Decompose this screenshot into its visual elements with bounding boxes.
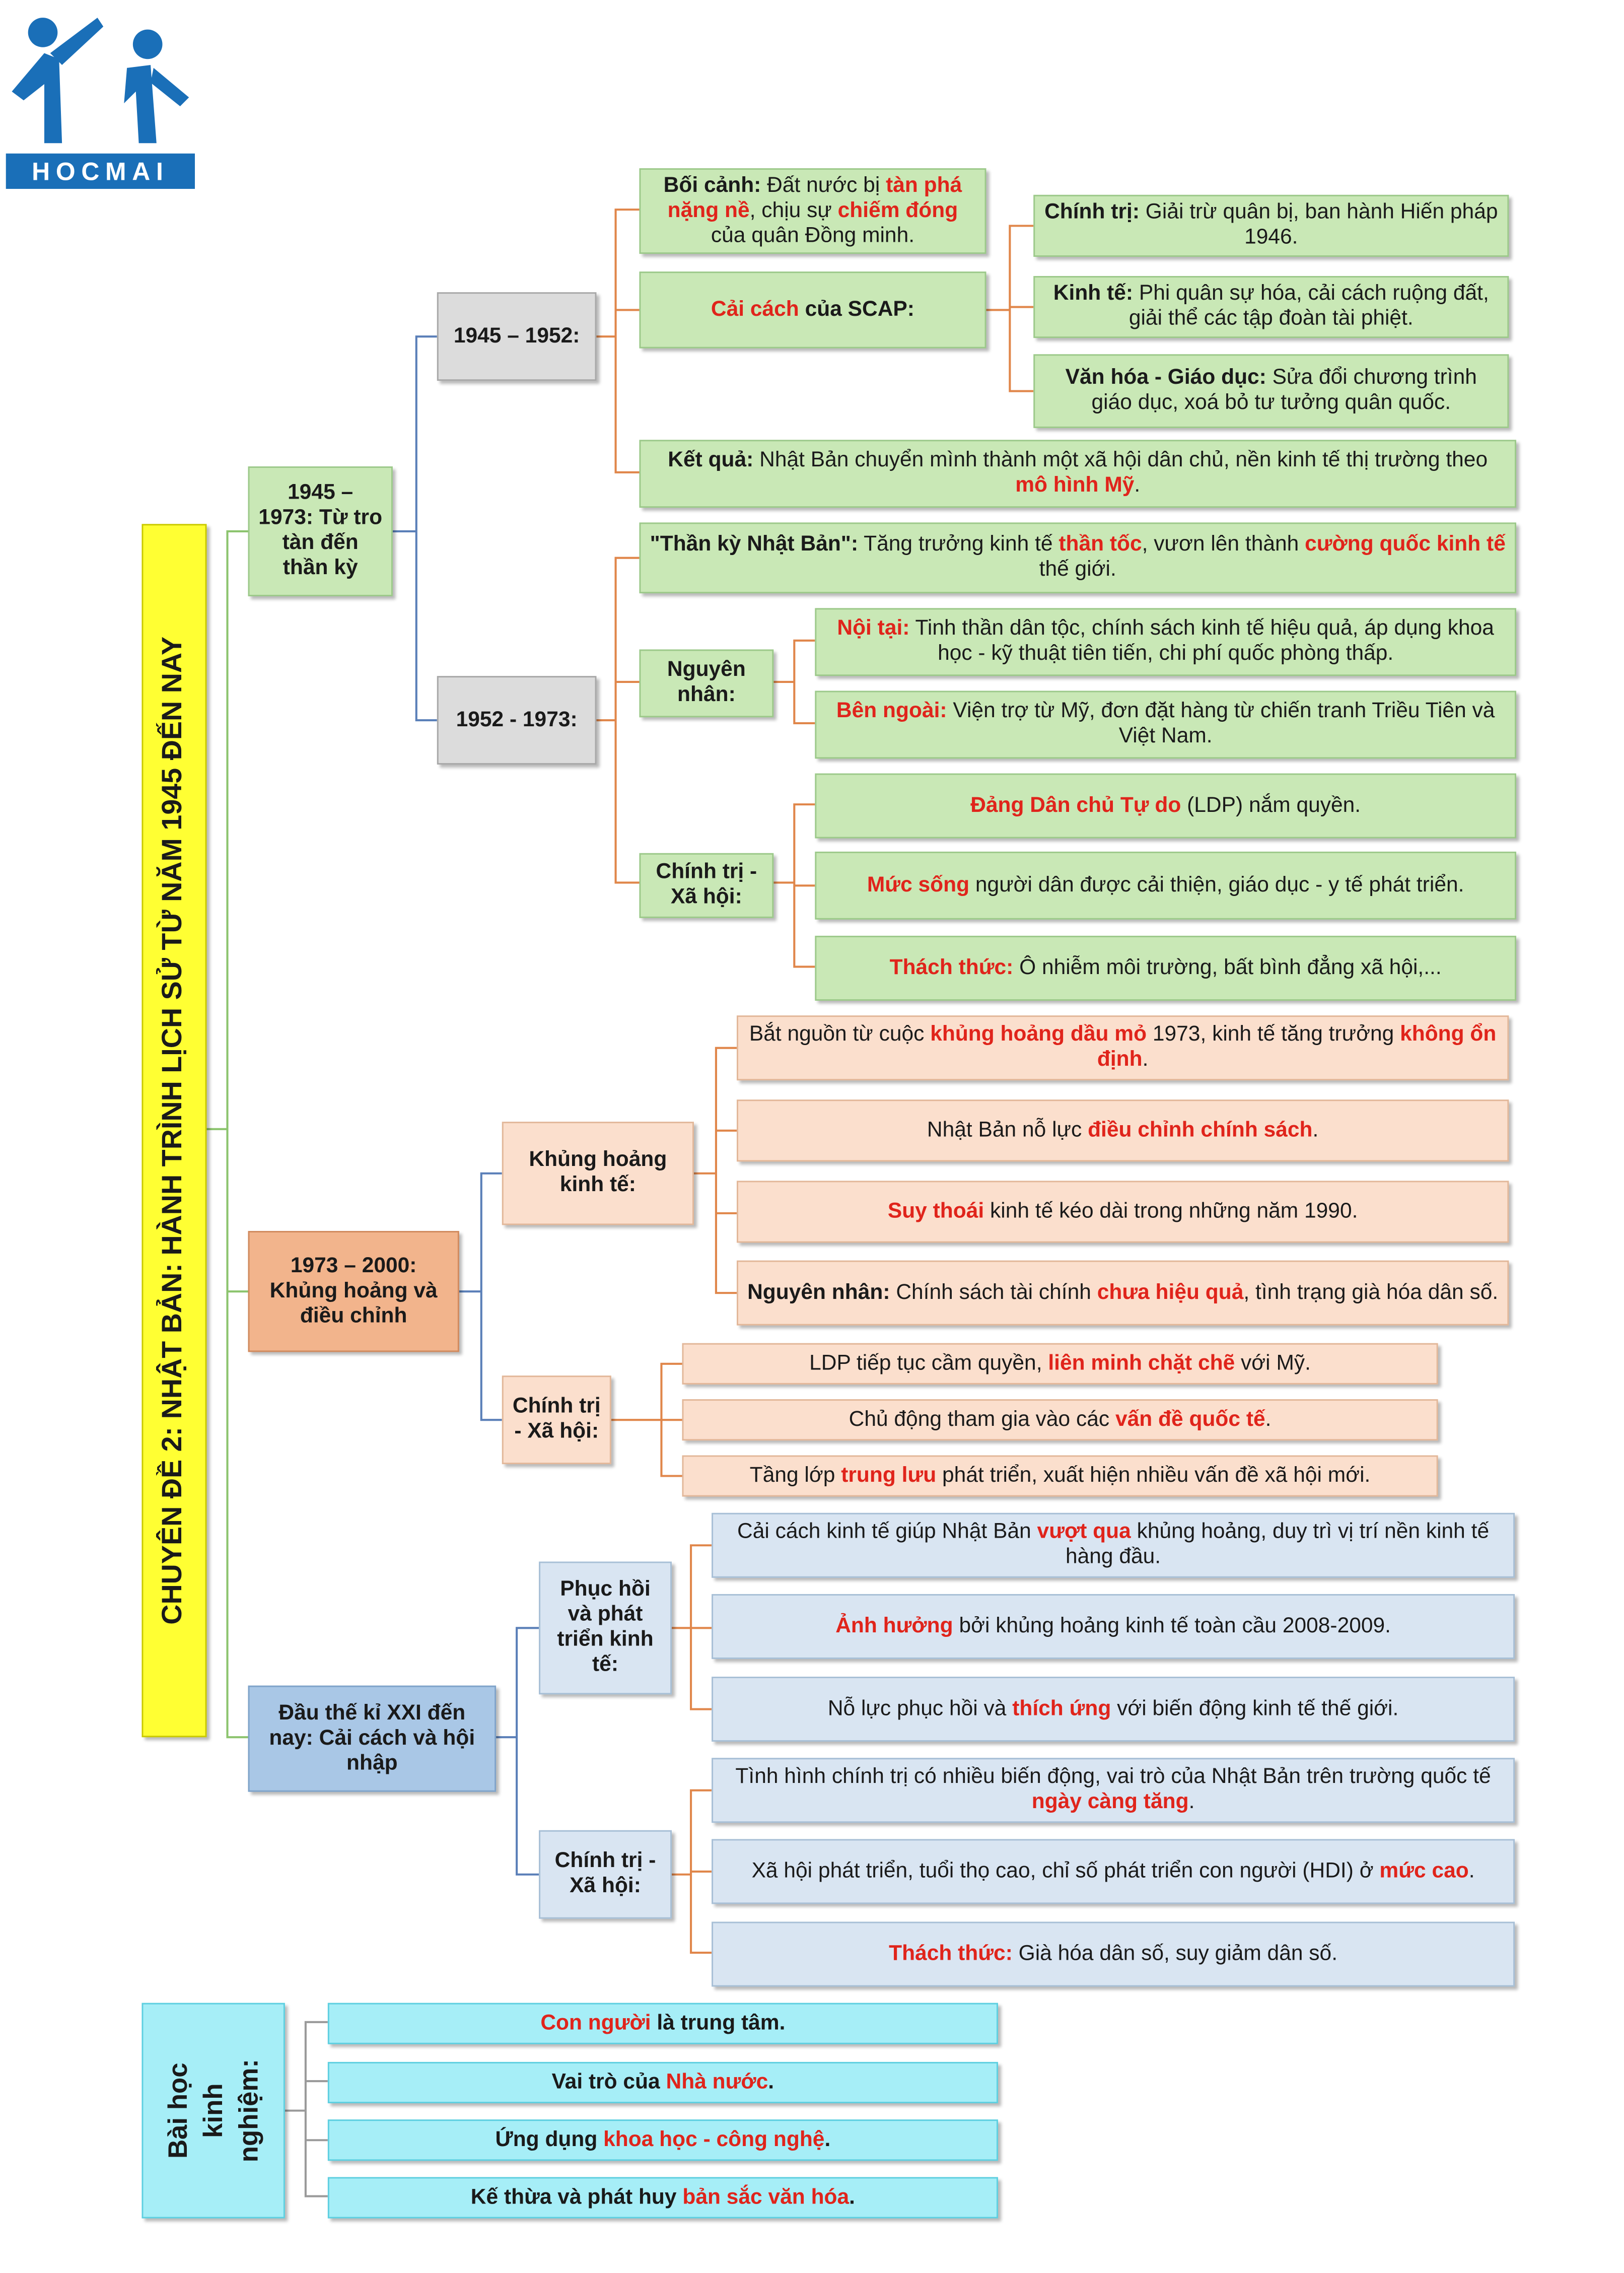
period-1973-2000: 1973 – 2000: Khủng hoảng và điều chỉnh <box>248 1231 459 1352</box>
node-causes-1952: Nguyên nhân: <box>639 649 773 717</box>
node-result-1952: Kết quả: Nhật Bản chuyển mình thành một xã hội dân chủ, nền kinh tế thị trường theo mô hình Mỹ. <box>639 440 1516 508</box>
main-title: CHUYÊN ĐỀ 2: NHẬT BẢN: HÀNH TRÌNH LỊCH SỬ TỪ NĂM 1945 ĐẾN NAY <box>158 636 189 1625</box>
period-1945-1952: 1945 – 1952: <box>437 292 597 381</box>
node-living-standard: Mức sống người dân được cải thiện, giáo dục - y tế phát triển. <box>815 852 1516 920</box>
node-cause-external: Bên ngoài: Viện trợ từ Mỹ, đơn đặt hàng từ chiến tranh Triều Tiên và Việt Nam. <box>815 691 1516 759</box>
node-japan-miracle: "Thần kỳ Nhật Bản": Tăng trưởng kinh tế thần tốc, vươn lên thành cường quốc kinh tế thế giới. <box>639 522 1516 593</box>
lesson-science-technology: Ứng dụng khoa học - công nghệ. <box>328 2119 998 2161</box>
node-international-role: Tình hình chính trị có nhiều biến động, vai trò của Nhật Bản trên trường quốc tế ngày càng tăng. <box>712 1758 1515 1823</box>
node-international-issues: Chủ động tham gia vào các vấn đề quốc tế. <box>682 1399 1438 1440</box>
hocmai-logo <box>3 3 195 189</box>
node-context: Bối cảnh: Đất nước bị tàn phá nặng nề, chịu sự chiếm đóng của quân Đồng minh. <box>639 168 986 254</box>
node-aging-population: Thách thức: Già hóa dân số, suy giảm dân số. <box>712 1922 1515 1987</box>
node-economic-crisis: Khủng hoảng kinh tế: <box>502 1122 694 1225</box>
node-oil-crisis: Bắt nguồn từ cuộc khủng hoảng dầu mỏ 1973, kinh tế tăng trưởng không ổn định. <box>737 1015 1509 1080</box>
node-cause-internal: Nội tại: Tinh thần dân tộc, chính sách kinh tế hiệu quả, áp dụng khoa học - kỹ thuật tiên tiến, chi phí quốc phòng thấp. <box>815 608 1516 676</box>
logo-text: HOCMAI <box>32 157 169 186</box>
lesson-cultural-identity: Kế thừa và phát huy bản sắc văn hóa. <box>328 2177 998 2219</box>
lessons-title: Bài học kinh nghiệm: <box>163 2059 264 2163</box>
node-politics-1973: Chính trị - Xã hội: <box>502 1375 611 1464</box>
lessons-title-box <box>142 2003 285 2219</box>
node-policy-adjustment: Nhật Bản nỗ lực điều chỉnh chính sách. <box>737 1099 1509 1161</box>
node-middle-class: Tầng lớp trung lưu phát triển, xuất hiện nhiều vấn đề xã hội mới. <box>682 1455 1438 1496</box>
logo-figures-icon <box>3 3 195 189</box>
lesson-people-centered: Con người là trung tâm. <box>328 2003 998 2044</box>
node-crisis-causes: Nguyên nhân: Chính sách tài chính chưa hiệu quả, tình trạng già hóa dân số. <box>737 1261 1509 1326</box>
period-1952-1973: 1952 - 1973: <box>437 676 597 765</box>
node-ldp-alliance: LDP tiếp tục cầm quyền, liên minh chặt chẽ với Mỹ. <box>682 1343 1438 1385</box>
node-adaptation: Nỗ lực phục hồi và thích ứng với biến động kinh tế thế giới. <box>712 1677 1515 1742</box>
node-hdi: Xã hội phát triển, tuổi thọ cao, chỉ số phát triển con người (HDI) ở mức cao. <box>712 1839 1515 1904</box>
node-challenges-1952: Thách thức: Ô nhiễm môi trường, bất bình đẳng xã hội,... <box>815 936 1516 1001</box>
node-scap-economy: Kinh tế: Phi quân sự hóa, cải cách ruộng đất, giải thể các tập đoàn tài phiệt. <box>1033 276 1509 338</box>
period-1945-1973: 1945 – 1973: Từ tro tàn đến thần kỳ <box>248 466 393 596</box>
node-scap-politics: Chính trị: Giải trừ quân bị, ban hành Hiến pháp 1946. <box>1033 195 1509 257</box>
node-scap-reform: Cải cách của SCAP: <box>639 271 986 348</box>
main-title-box <box>142 524 206 1737</box>
lesson-state-role: Vai trò của Nhà nước. <box>328 2062 998 2103</box>
node-economic-recovery: Phục hồi và phát triển kinh tế: <box>539 1561 672 1694</box>
node-politics-1952: Chính trị - Xã hội: <box>639 853 773 918</box>
node-scap-culture: Văn hóa - Giáo dục: Sửa đổi chương trình giáo dục, xoá bỏ tư tưởng quân quốc. <box>1033 354 1509 428</box>
node-reform-success: Cải cách kinh tế giúp Nhật Bản vượt qua khủng hoảng, duy trì vị trí nền kinh tế hàng đầu. <box>712 1513 1515 1578</box>
node-ldp-power: Đảng Dân chủ Tự do (LDP) nắm quyền. <box>815 774 1516 839</box>
node-recession-1990: Suy thoái kinh tế kéo dài trong những năm 1990. <box>737 1181 1509 1243</box>
node-global-crisis: Ảnh hưởng bởi khủng hoảng kinh tế toàn cầu 2008-2009. <box>712 1594 1515 1659</box>
period-21st-century: Đầu thế kỉ XXI đến nay: Cải cách và hội nhập <box>248 1686 497 1792</box>
node-politics-21st: Chính trị - Xã hội: <box>539 1830 672 1919</box>
